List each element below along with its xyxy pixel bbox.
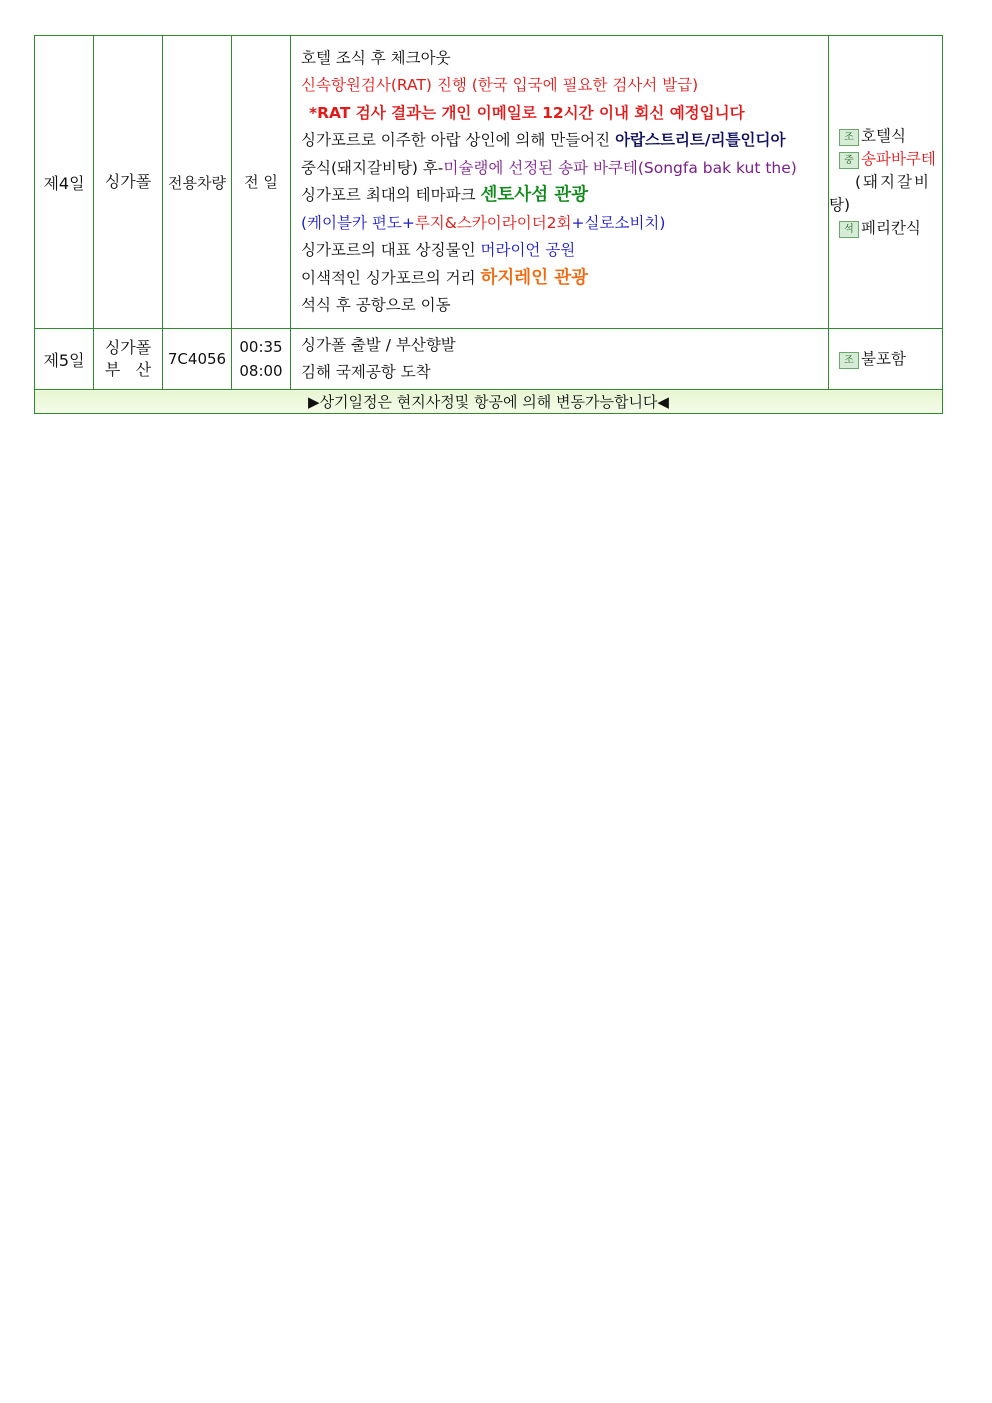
schedule-text: 호텔 조식 후 체크아웃 xyxy=(301,48,451,67)
schedule-text: 싱가포르로 이주한 아랍 상인에 의해 만들어진 xyxy=(301,131,616,149)
meal-note-text: 탕) xyxy=(829,195,851,214)
footer-cell xyxy=(35,390,943,414)
arrival-time: 08:00 xyxy=(239,362,283,380)
schedule-line xyxy=(301,155,828,183)
transport-label: 전용차량 xyxy=(168,173,226,192)
time-label: 전 일 xyxy=(244,173,278,191)
highlight-luge: 루지&스카이라이더2회 xyxy=(414,213,572,232)
table-row-day4 xyxy=(35,36,943,329)
lunch-tag-icon: 중 xyxy=(839,152,859,169)
table-row-day5 xyxy=(35,329,943,390)
schedule-text: 김해 국제공항 도착 xyxy=(301,363,431,381)
schedule-line xyxy=(301,45,828,73)
time-cell xyxy=(232,36,291,329)
schedule-line xyxy=(301,332,828,360)
schedule-line xyxy=(301,127,828,155)
footer-notice: ▶상기일정은 현지사정및 항공에 의해 변동가능합니다◀ xyxy=(308,393,669,411)
schedule-line xyxy=(301,182,828,210)
schedule-cell xyxy=(291,329,829,390)
meal-note-text: (돼지갈비 xyxy=(855,172,931,191)
schedule-text: +실로소비치) xyxy=(571,213,666,232)
schedule-cell xyxy=(291,36,829,329)
meal-text: 페리칸식 xyxy=(861,218,921,237)
schedule-text: (케이블카 편도+ xyxy=(301,213,415,232)
schedule-text: 이색적인 싱가포르의 거리 xyxy=(301,268,481,287)
schedule-line xyxy=(301,237,828,265)
place-cell xyxy=(94,36,163,329)
day-cell xyxy=(35,329,94,390)
highlight-sentosa: 센토사섬 관광 xyxy=(480,185,589,205)
schedule-line xyxy=(301,359,828,387)
meal-note xyxy=(829,171,942,194)
schedule-text: 싱가포르의 대표 상징물인 xyxy=(301,241,481,259)
meal-cell xyxy=(829,329,943,390)
highlight-songfa: 미슐랭에 선정된 송파 바쿠테(Songfa bak kut the) xyxy=(443,158,797,177)
schedule-line xyxy=(301,292,828,320)
meal-note xyxy=(829,194,942,217)
schedule-text: 싱가폴 출발 / 부산향발 xyxy=(301,335,456,354)
place-label: 부 산 xyxy=(104,360,152,379)
day-label: 제5일 xyxy=(43,350,85,370)
schedule-text: 중식(돼지갈비탕) 후- xyxy=(301,158,444,177)
schedule-text: 석식 후 공항으로 이동 xyxy=(301,296,451,314)
place-cell xyxy=(94,329,163,390)
meal-cell xyxy=(829,36,943,329)
schedule-text: 신속항원검사(RAT) 진행 (한국 입국에 필요한 검사서 발급) xyxy=(301,76,699,94)
meal-breakfast xyxy=(829,348,942,371)
schedule-line xyxy=(301,72,828,100)
footer-row xyxy=(35,390,943,414)
transport-cell xyxy=(163,36,232,329)
meal-dinner xyxy=(829,217,942,240)
notice-text: *RAT 검사 결과는 개인 이메일로 12시간 이내 회신 예정입니다 xyxy=(309,103,745,122)
schedule-line xyxy=(301,210,828,238)
highlight-haji-lane: 하지레인 관광 xyxy=(480,267,589,288)
meal-text: 불포함 xyxy=(861,349,906,368)
departure-time: 00:35 xyxy=(239,338,283,356)
schedule-notice xyxy=(301,100,828,128)
transport-cell xyxy=(163,329,232,390)
meal-breakfast xyxy=(829,125,942,148)
meal-text: 호텔식 xyxy=(861,126,906,145)
schedule-line xyxy=(301,265,828,293)
highlight-arab-street: 아랍스트리트/리틀인디아 xyxy=(615,131,786,149)
meal-lunch xyxy=(829,148,942,171)
breakfast-tag-icon: 조 xyxy=(839,129,859,146)
time-cell xyxy=(232,329,291,390)
place-label: 싱가폴 xyxy=(104,172,152,191)
day-label: 제4일 xyxy=(43,173,85,193)
day-cell xyxy=(35,36,94,329)
itinerary-table xyxy=(34,35,943,414)
breakfast-tag-icon: 조 xyxy=(839,352,859,369)
schedule-text: 싱가포르 최대의 테마파크 xyxy=(301,186,481,204)
place-label: 싱가폴 xyxy=(104,338,152,357)
highlight-merlion: 머라이언 공원 xyxy=(480,241,576,259)
dinner-tag-icon: 석 xyxy=(839,221,859,238)
flight-number: 7C4056 xyxy=(167,350,227,368)
meal-text: 송파바쿠테 xyxy=(861,149,936,168)
